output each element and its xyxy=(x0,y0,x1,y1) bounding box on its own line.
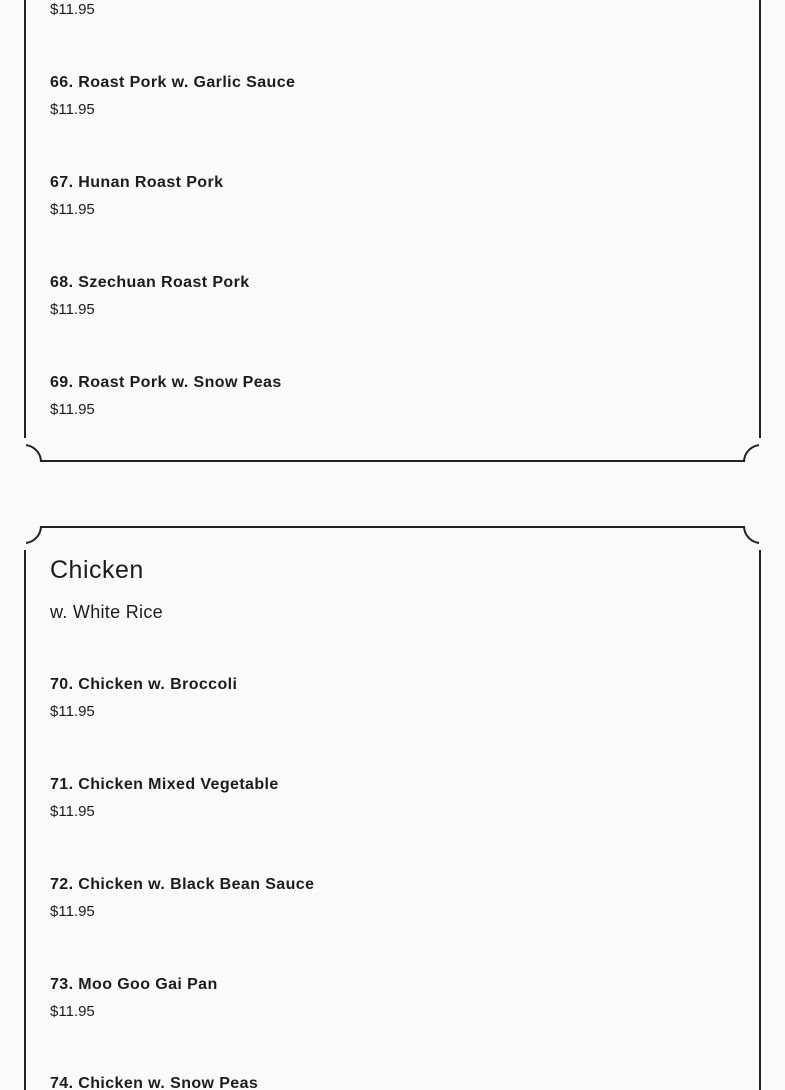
menu-item-price: $11.95 xyxy=(50,201,95,218)
menu-item-name: 71. Chicken Mixed Vegetable xyxy=(50,776,279,793)
menu-item-price: $11.95 xyxy=(50,101,95,118)
menu-item-name: 67. Hunan Roast Pork xyxy=(50,174,224,191)
section-subtitle: w. White Rice xyxy=(50,602,163,622)
menu-item-name: 74. Chicken w. Snow Peas xyxy=(50,1075,259,1090)
menu-item-name: 72. Chicken w. Black Bean Sauce xyxy=(50,876,315,893)
menu-item-price: $11.95 xyxy=(50,903,95,920)
menu-item-price: $11.95 xyxy=(50,1003,95,1020)
menu-item-name: 66. Roast Pork w. Garlic Sauce xyxy=(50,74,296,91)
menu-item-price: $11.95 xyxy=(50,703,95,720)
section-title: Chicken xyxy=(50,556,144,584)
chicken-section-card xyxy=(24,526,761,1090)
menu-item-name: 69. Roast Pork w. Snow Peas xyxy=(50,374,282,391)
menu-item-name: 68. Szechuan Roast Pork xyxy=(50,274,250,291)
menu-item-price: $11.95 xyxy=(50,401,95,418)
menu-item-name: 73. Moo Goo Gai Pan xyxy=(50,976,218,993)
menu-item-name: 70. Chicken w. Broccoli xyxy=(50,676,238,693)
menu-item-price: $11.95 xyxy=(50,803,95,820)
menu-item-price: $11.95 xyxy=(50,301,95,318)
pork-section-card xyxy=(24,0,761,462)
menu-item-price: $11.95 xyxy=(50,1,95,18)
